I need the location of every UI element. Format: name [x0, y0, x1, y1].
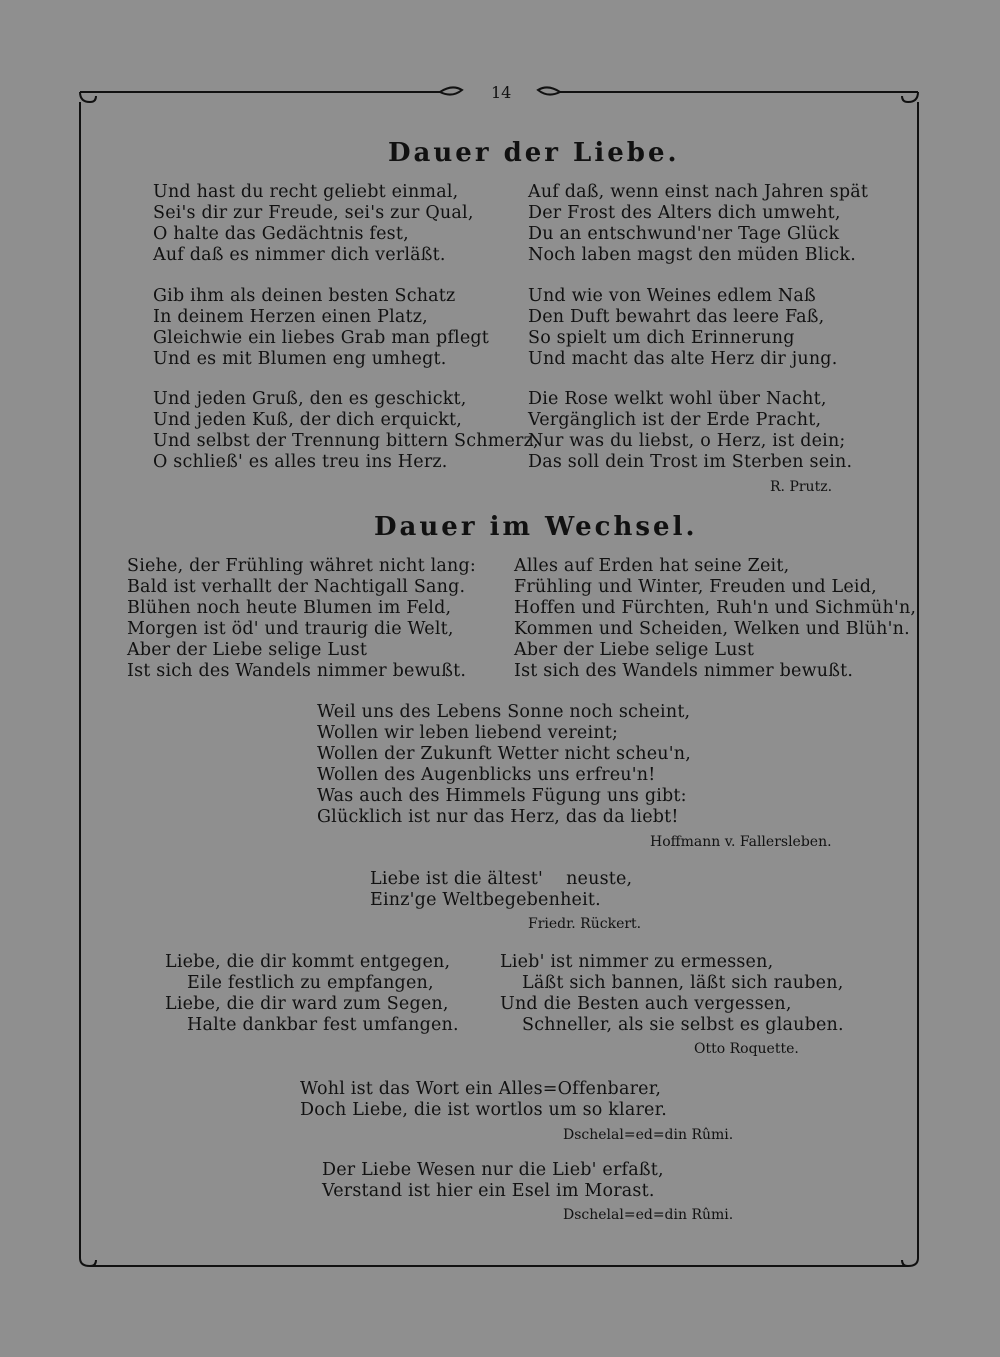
- verse-line: Wollen der Zukunft Wetter nicht scheu'n,: [317, 744, 691, 764]
- verse-line: Eile festlich zu empfangen,: [187, 973, 434, 993]
- verse-line: Sei's dir zur Freude, sei's zur Qual,: [153, 203, 474, 223]
- verse-line: Liebe, die dir kommt entgegen,: [165, 952, 451, 972]
- poem2-title: Dauer im Wechsel.: [374, 512, 698, 542]
- verse-line: Lieb' ist nimmer zu ermessen,: [500, 952, 774, 972]
- poem1-author: R. Prutz.: [770, 479, 833, 495]
- poem4-right-stanza: [500, 952, 844, 1036]
- verse-line: Siehe, der Frühling währet nicht lang:: [127, 556, 476, 576]
- verse-line: Und es mit Blumen eng umhegt.: [153, 349, 447, 369]
- verse-line: Schneller, als sie selbst es glauben.: [522, 1015, 844, 1035]
- poem4-author: Otto Roquette.: [694, 1041, 799, 1057]
- verse-line: Und jeden Gruß, den es geschickt,: [153, 389, 467, 409]
- verse-line: Auf daß, wenn einst nach Jahren spät: [528, 182, 869, 202]
- verse-line: Und wie von Weines edlem Naß: [528, 286, 816, 306]
- verse-line: Das soll dein Trost im Sterben sein.: [528, 452, 853, 472]
- verse-line: Du an entschwund'ner Tage Glück: [528, 224, 840, 244]
- poem1-right-stanza-2: [528, 286, 837, 370]
- verse-line: Bald ist verhallt der Nachtigall Sang.: [127, 577, 466, 597]
- verse-line: Und macht das alte Herz dir jung.: [528, 349, 838, 369]
- page-number: 14: [491, 83, 512, 102]
- verse-line: Morgen ist öd' und traurig die Welt,: [127, 619, 454, 639]
- poem1-left-stanza-1: [153, 182, 474, 266]
- verse-line: In deinem Herzen einen Platz,: [153, 307, 428, 327]
- verse-line: Blühen noch heute Blumen im Feld,: [127, 598, 452, 618]
- poem2-center-stanza: [317, 702, 691, 828]
- poem2-author: Hoffmann v. Fallersleben.: [650, 834, 832, 850]
- verse-line: Der Frost des Alters dich umweht,: [528, 203, 841, 223]
- verse-line: Gib ihm als deinen besten Schatz: [153, 286, 456, 306]
- verse-line: Kommen und Scheiden, Welken und Blüh'n.: [514, 619, 910, 639]
- verse-line: Hoffen und Fürchten, Ruh'n und Sichmüh'n,: [514, 598, 917, 618]
- verse-line: Was auch des Himmels Fügung uns gibt:: [317, 786, 687, 806]
- verse-line: Die Rose welkt wohl über Nacht,: [528, 389, 827, 409]
- poem1-left-stanza-2: [153, 286, 489, 370]
- poem5-author: Dschelal=ed=din Rûmi.: [563, 1127, 734, 1143]
- verse-line: Alles auf Erden hat seine Zeit,: [514, 556, 790, 576]
- verse-line: Liebe ist die ältest' neuste,: [370, 869, 633, 889]
- verse-line: Glücklich ist nur das Herz, das da liebt!: [317, 807, 679, 827]
- verse-line: Frühling und Winter, Freuden und Leid,: [514, 577, 877, 597]
- verse-line: Doch Liebe, die ist wortlos um so klarer.: [300, 1100, 668, 1120]
- verse-line: O schließ' es alles treu ins Herz.: [153, 452, 448, 472]
- verse-line: Auf daß es nimmer dich verläßt.: [153, 245, 446, 265]
- verse-line: Einz'ge Weltbegebenheit.: [370, 890, 601, 910]
- verse-line: Weil uns des Lebens Sonne noch scheint,: [317, 702, 691, 722]
- verse-line: Nur was du liebst, o Herz, ist dein;: [528, 431, 846, 451]
- verse-line: O halte das Gedächtnis fest,: [153, 224, 409, 244]
- poem1-right-stanza-1: [528, 182, 868, 266]
- verse-line: Verstand ist hier ein Esel im Morast.: [322, 1181, 655, 1201]
- poem5-stanza: [300, 1079, 667, 1121]
- verse-line: Wollen wir leben liebend vereint;: [317, 723, 619, 743]
- poem2-left-stanza: [127, 556, 476, 682]
- verse-line: Vergänglich ist der Erde Pracht,: [528, 410, 822, 430]
- verse-line: Ist sich des Wandels nimmer bewußt.: [514, 661, 854, 681]
- verse-line: Liebe, die dir ward zum Segen,: [165, 994, 449, 1014]
- poem1-title: Dauer der Liebe.: [388, 138, 680, 168]
- verse-line: Läßt sich bannen, läßt sich rauben,: [522, 973, 844, 993]
- poem6-author: Dschelal=ed=din Rûmi.: [563, 1207, 734, 1223]
- verse-line: Wollen des Augenblicks uns erfreu'n!: [317, 765, 656, 785]
- poem6-stanza: [322, 1160, 664, 1202]
- verse-line: Aber der Liebe selige Lust: [514, 640, 755, 660]
- verse-line: Den Duft bewahrt das leere Faß,: [528, 307, 825, 327]
- verse-line: Und die Besten auch vergessen,: [500, 994, 792, 1014]
- verse-line: Der Liebe Wesen nur die Lieb' erfaßt,: [322, 1160, 664, 1180]
- poem1-right-stanza-3: [528, 389, 852, 473]
- poem1-left-stanza-3: [153, 389, 539, 473]
- verse-line: Halte dankbar fest umfangen.: [187, 1015, 459, 1035]
- poem3-stanza: [370, 869, 632, 911]
- poem4-left-stanza: [165, 952, 459, 1036]
- verse-line: So spielt um dich Erinnerung: [528, 328, 795, 348]
- poem2-right-stanza: [514, 556, 916, 682]
- verse-line: Noch laben magst den müden Blick.: [528, 245, 856, 265]
- verse-line: Ist sich des Wandels nimmer bewußt.: [127, 661, 467, 681]
- poem3-author: Friedr. Rückert.: [528, 916, 642, 932]
- verse-line: Und jeden Kuß, der dich erquickt,: [153, 410, 463, 430]
- verse-line: Wohl ist das Wort ein Alles=Offenbarer,: [300, 1079, 662, 1099]
- verse-line: Aber der Liebe selige Lust: [127, 640, 368, 660]
- verse-line: Und selbst der Trennung bittern Schmerz,: [153, 431, 539, 451]
- verse-line: Und hast du recht geliebt einmal,: [153, 182, 459, 202]
- verse-line: Gleichwie ein liebes Grab man pflegt: [153, 328, 490, 348]
